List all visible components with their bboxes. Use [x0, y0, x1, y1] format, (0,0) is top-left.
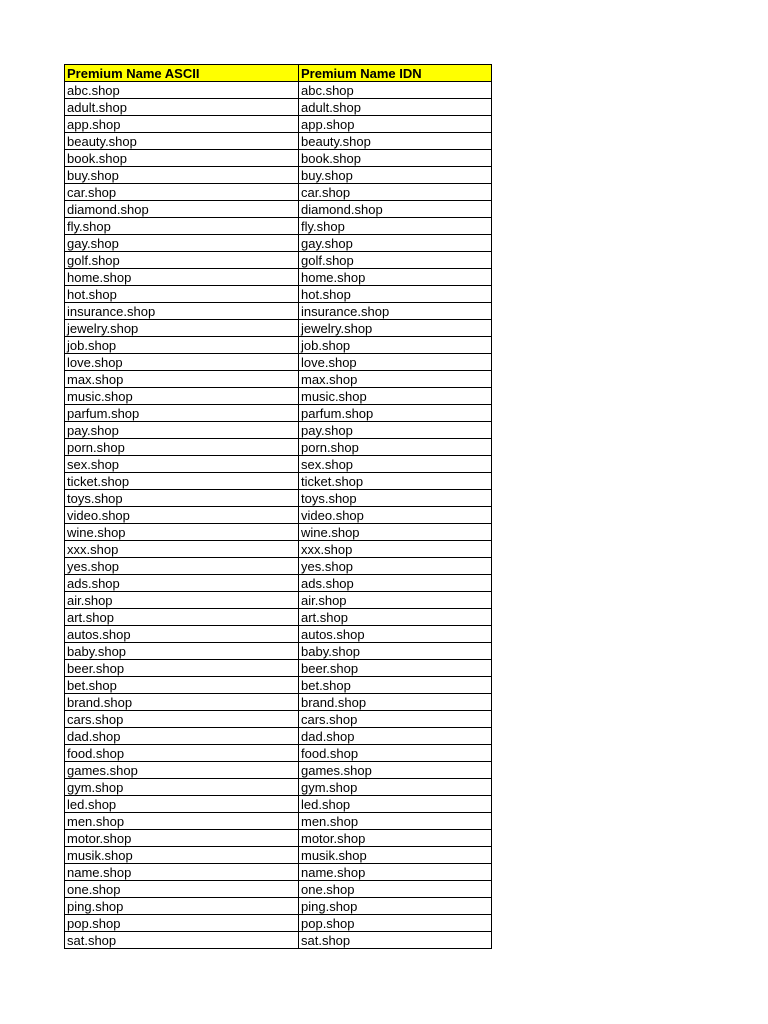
cell-ascii[interactable]: musik.shop — [65, 847, 299, 864]
table-row — [65, 116, 492, 133]
table-row — [65, 439, 492, 456]
table-row — [65, 82, 492, 99]
table-row — [65, 830, 492, 847]
table-row — [65, 847, 492, 864]
cell-idn[interactable]: food.shop — [299, 745, 492, 762]
cell-ascii[interactable]: bet.shop — [65, 677, 299, 694]
cell-idn[interactable]: max.shop — [299, 371, 492, 388]
cell-idn[interactable]: pay.shop — [299, 422, 492, 439]
table-row — [65, 422, 492, 439]
cell-idn[interactable]: motor.shop — [299, 830, 492, 847]
table-row — [65, 915, 492, 932]
cell-ascii[interactable]: fly.shop — [65, 218, 299, 235]
table-row — [65, 881, 492, 898]
cell-ascii[interactable]: sat.shop — [65, 932, 299, 949]
cell-ascii[interactable]: home.shop — [65, 269, 299, 286]
table-row — [65, 371, 492, 388]
cell-ascii[interactable]: book.shop — [65, 150, 299, 167]
cell-idn[interactable]: games.shop — [299, 762, 492, 779]
cell-ascii[interactable]: ads.shop — [65, 575, 299, 592]
cell-ascii[interactable]: pay.shop — [65, 422, 299, 439]
cell-idn[interactable]: beauty.shop — [299, 133, 492, 150]
table-row — [65, 745, 492, 762]
cell-idn[interactable]: yes.shop — [299, 558, 492, 575]
cell-idn[interactable]: name.shop — [299, 864, 492, 881]
cell-ascii[interactable]: diamond.shop — [65, 201, 299, 218]
cell-idn[interactable]: wine.shop — [299, 524, 492, 541]
cell-ascii[interactable]: buy.shop — [65, 167, 299, 184]
cell-ascii[interactable]: app.shop — [65, 116, 299, 133]
cell-ascii[interactable]: art.shop — [65, 609, 299, 626]
table-row — [65, 711, 492, 728]
cell-idn[interactable]: fly.shop — [299, 218, 492, 235]
table-row — [65, 354, 492, 371]
table-row — [65, 541, 492, 558]
table-row — [65, 235, 492, 252]
cell-ascii[interactable]: porn.shop — [65, 439, 299, 456]
cell-idn[interactable]: pop.shop — [299, 915, 492, 932]
cell-idn[interactable]: art.shop — [299, 609, 492, 626]
table-row — [65, 167, 492, 184]
cell-ascii[interactable]: brand.shop — [65, 694, 299, 711]
table-row — [65, 558, 492, 575]
cell-ascii[interactable]: cars.shop — [65, 711, 299, 728]
cell-ascii[interactable]: gay.shop — [65, 235, 299, 252]
cell-idn[interactable]: buy.shop — [299, 167, 492, 184]
cell-idn[interactable]: cars.shop — [299, 711, 492, 728]
table-row — [65, 456, 492, 473]
cell-idn[interactable]: jewelry.shop — [299, 320, 492, 337]
cell-idn[interactable]: gym.shop — [299, 779, 492, 796]
cell-idn[interactable]: app.shop — [299, 116, 492, 133]
cell-ascii[interactable]: parfum.shop — [65, 405, 299, 422]
cell-ascii[interactable]: golf.shop — [65, 252, 299, 269]
table-row — [65, 269, 492, 286]
cell-ascii[interactable]: food.shop — [65, 745, 299, 762]
cell-idn[interactable]: baby.shop — [299, 643, 492, 660]
cell-idn[interactable]: love.shop — [299, 354, 492, 371]
cell-idn[interactable]: musik.shop — [299, 847, 492, 864]
cell-idn[interactable]: brand.shop — [299, 694, 492, 711]
cell-ascii[interactable]: yes.shop — [65, 558, 299, 575]
table-body — [65, 82, 492, 949]
premium-names-table — [64, 64, 492, 949]
cell-idn[interactable]: porn.shop — [299, 439, 492, 456]
cell-ascii[interactable]: love.shop — [65, 354, 299, 371]
header-row — [65, 65, 492, 82]
cell-ascii[interactable]: music.shop — [65, 388, 299, 405]
cell-idn[interactable]: hot.shop — [299, 286, 492, 303]
table-row — [65, 184, 492, 201]
cell-idn[interactable]: led.shop — [299, 796, 492, 813]
table-row — [65, 796, 492, 813]
cell-ascii[interactable]: toys.shop — [65, 490, 299, 507]
cell-idn[interactable]: parfum.shop — [299, 405, 492, 422]
table-row — [65, 643, 492, 660]
cell-idn[interactable]: book.shop — [299, 150, 492, 167]
cell-ascii[interactable]: one.shop — [65, 881, 299, 898]
header-idn[interactable]: Premium Name IDN — [299, 65, 492, 82]
cell-idn[interactable]: sat.shop — [299, 932, 492, 949]
cell-idn[interactable]: gay.shop — [299, 235, 492, 252]
table-row — [65, 694, 492, 711]
table-row — [65, 507, 492, 524]
cell-ascii[interactable]: jewelry.shop — [65, 320, 299, 337]
cell-ascii[interactable]: hot.shop — [65, 286, 299, 303]
table-row — [65, 813, 492, 830]
cell-idn[interactable]: one.shop — [299, 881, 492, 898]
cell-idn[interactable]: car.shop — [299, 184, 492, 201]
cell-ascii[interactable]: adult.shop — [65, 99, 299, 116]
table-row — [65, 252, 492, 269]
table-row — [65, 524, 492, 541]
cell-ascii[interactable]: beer.shop — [65, 660, 299, 677]
cell-idn[interactable]: beer.shop — [299, 660, 492, 677]
cell-idn[interactable]: autos.shop — [299, 626, 492, 643]
cell-ascii[interactable]: ticket.shop — [65, 473, 299, 490]
table-row — [65, 405, 492, 422]
cell-idn[interactable]: home.shop — [299, 269, 492, 286]
cell-ascii[interactable]: car.shop — [65, 184, 299, 201]
cell-idn[interactable]: men.shop — [299, 813, 492, 830]
cell-ascii[interactable]: led.shop — [65, 796, 299, 813]
cell-idn[interactable]: air.shop — [299, 592, 492, 609]
cell-ascii[interactable]: name.shop — [65, 864, 299, 881]
cell-ascii[interactable]: motor.shop — [65, 830, 299, 847]
table-row — [65, 677, 492, 694]
cell-idn[interactable]: abc.shop — [299, 82, 492, 99]
cell-idn[interactable]: music.shop — [299, 388, 492, 405]
cell-ascii[interactable]: sex.shop — [65, 456, 299, 473]
cell-idn[interactable]: dad.shop — [299, 728, 492, 745]
table-row — [65, 592, 492, 609]
cell-ascii[interactable]: autos.shop — [65, 626, 299, 643]
cell-ascii[interactable]: ping.shop — [65, 898, 299, 915]
table-row — [65, 660, 492, 677]
table-row — [65, 864, 492, 881]
table-row — [65, 473, 492, 490]
cell-ascii[interactable]: gym.shop — [65, 779, 299, 796]
cell-idn[interactable]: insurance.shop — [299, 303, 492, 320]
cell-idn[interactable]: diamond.shop — [299, 201, 492, 218]
cell-ascii[interactable]: job.shop — [65, 337, 299, 354]
cell-idn[interactable]: sex.shop — [299, 456, 492, 473]
cell-ascii[interactable]: video.shop — [65, 507, 299, 524]
table-row — [65, 337, 492, 354]
cell-ascii[interactable]: men.shop — [65, 813, 299, 830]
table-row — [65, 779, 492, 796]
cell-idn[interactable]: ping.shop — [299, 898, 492, 915]
table-row — [65, 320, 492, 337]
cell-idn[interactable]: xxx.shop — [299, 541, 492, 558]
cell-ascii[interactable]: dad.shop — [65, 728, 299, 745]
cell-ascii[interactable]: xxx.shop — [65, 541, 299, 558]
cell-idn[interactable]: toys.shop — [299, 490, 492, 507]
cell-idn[interactable]: ads.shop — [299, 575, 492, 592]
table-row — [65, 728, 492, 745]
cell-ascii[interactable]: max.shop — [65, 371, 299, 388]
cell-ascii[interactable]: insurance.shop — [65, 303, 299, 320]
cell-idn[interactable]: bet.shop — [299, 677, 492, 694]
cell-ascii[interactable]: abc.shop — [65, 82, 299, 99]
table-row — [65, 575, 492, 592]
cell-idn[interactable]: adult.shop — [299, 99, 492, 116]
cell-idn[interactable]: video.shop — [299, 507, 492, 524]
cell-idn[interactable]: job.shop — [299, 337, 492, 354]
table-row — [65, 218, 492, 235]
cell-ascii[interactable]: baby.shop — [65, 643, 299, 660]
header-ascii[interactable]: Premium Name ASCII — [65, 65, 299, 82]
table-row — [65, 99, 492, 116]
table-row — [65, 626, 492, 643]
cell-idn[interactable]: ticket.shop — [299, 473, 492, 490]
cell-ascii[interactable]: air.shop — [65, 592, 299, 609]
table-row — [65, 762, 492, 779]
table-row — [65, 201, 492, 218]
table-row — [65, 286, 492, 303]
cell-ascii[interactable]: beauty.shop — [65, 133, 299, 150]
table-row — [65, 388, 492, 405]
table-row — [65, 303, 492, 320]
table-row — [65, 150, 492, 167]
cell-ascii[interactable]: wine.shop — [65, 524, 299, 541]
table-row — [65, 898, 492, 915]
cell-ascii[interactable]: pop.shop — [65, 915, 299, 932]
table-row — [65, 133, 492, 150]
cell-idn[interactable]: golf.shop — [299, 252, 492, 269]
table-row — [65, 609, 492, 626]
table-row — [65, 932, 492, 949]
table-row — [65, 490, 492, 507]
cell-ascii[interactable]: games.shop — [65, 762, 299, 779]
